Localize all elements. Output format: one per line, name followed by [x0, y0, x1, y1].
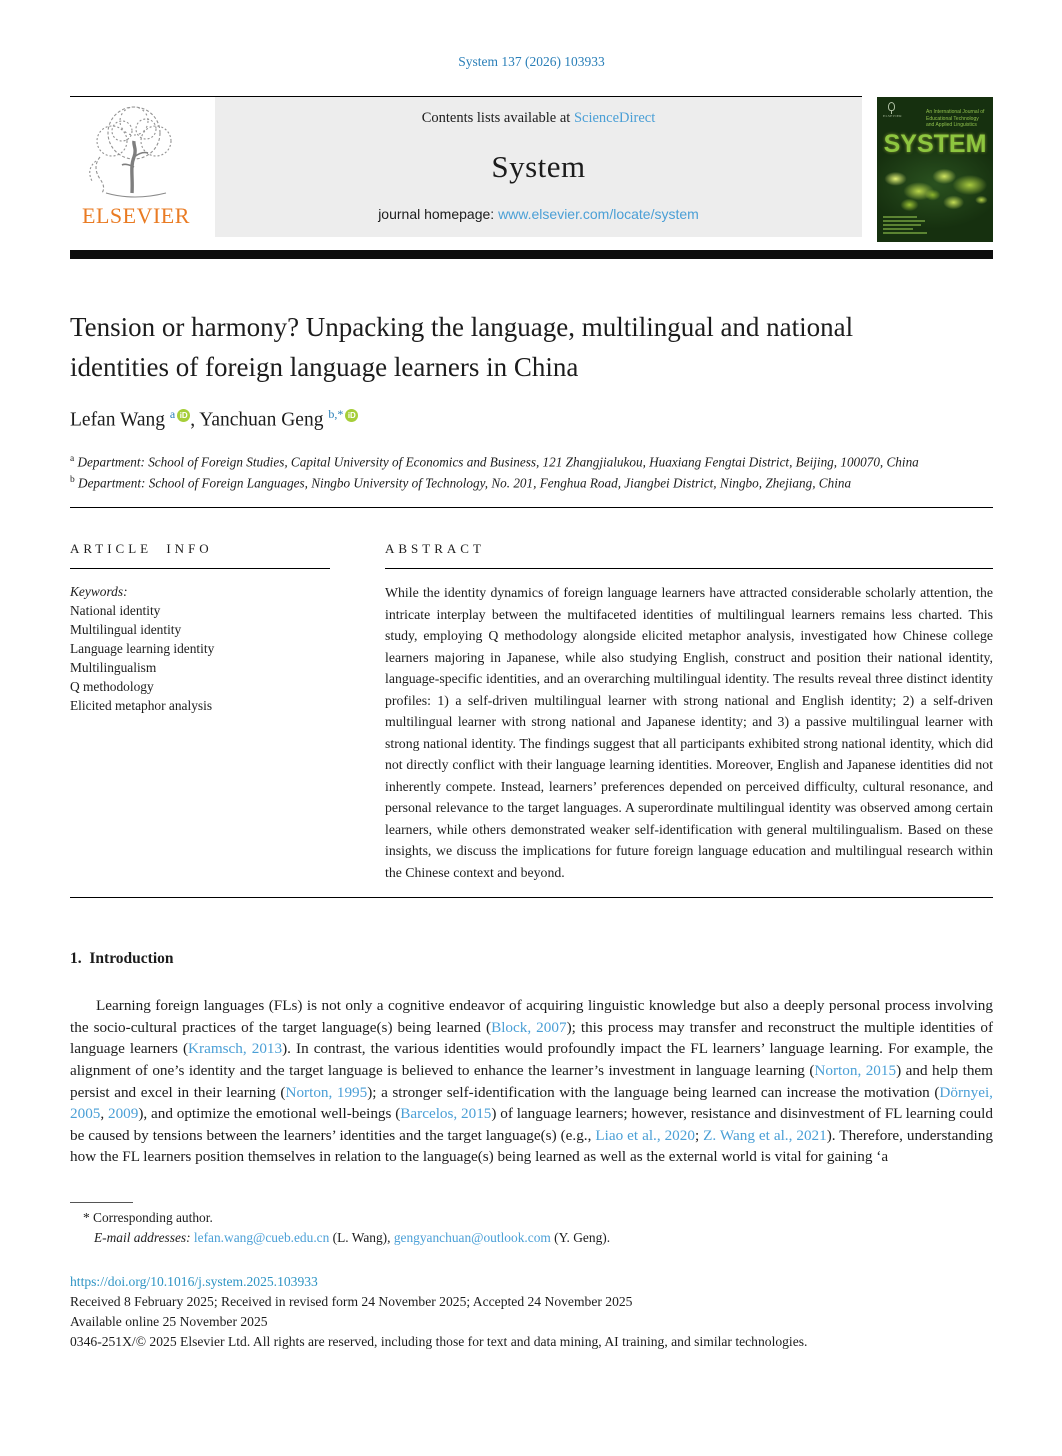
masthead [70, 97, 993, 243]
journal-homepage-link[interactable]: www.elsevier.com/locate/system [498, 206, 699, 222]
keyword-item: National identity [70, 603, 161, 619]
text-segment: ) of language learners; however, resistance and disinvestment of FL learning could be caused by tensions between the learners’ identities and the target language(s) (e.g., [70, 1105, 993, 1144]
keyword-item: Language learning identity [70, 641, 215, 657]
journal-citation: System 137 (2026) 103933 [458, 54, 605, 69]
text-segment: (Y. Geng). [550, 1230, 611, 1246]
keyword-item: Multilingualism [70, 660, 157, 676]
available-online-line: Available online 25 November 2025 [70, 1314, 268, 1330]
journal-name: System [491, 148, 586, 184]
article-info-heading: ARTICLE INFO [70, 541, 213, 557]
citation-link[interactable]: Z. Wang et al., 2021 [703, 1126, 827, 1144]
info-abstract-section [70, 508, 993, 883]
doi-link[interactable]: https://doi.org/10.1016/j.system.2025.103933 [70, 1274, 318, 1290]
cover-world-map [877, 159, 993, 221]
contents-list-line [225, 110, 852, 127]
affiliation-item: $^b$ Department: School of Foreign Languages, Ningbo University of Technology, No. 201, Fenghua Road, Jiangbei District, Ningbo, Zhejiang, China [70, 475, 852, 491]
cover-subtitle: An International Journal of Educational Technology and Applied Linguistics [926, 109, 985, 128]
footer-block [70, 1272, 993, 1352]
citation-link[interactable]: Dörnyei, 2005 [70, 1083, 993, 1123]
text-segment: ). Therefore, understanding how the FL learners position themselves in relation to the language(s) being learned as well as the external world is vital for gaining ‘a [70, 1126, 993, 1166]
keywords-block [70, 582, 330, 715]
author-name: Lefan Wang [70, 409, 165, 431]
article-info-column [70, 541, 330, 883]
footnote-rule [70, 1202, 133, 1203]
abstract-bottom-rule [70, 897, 993, 898]
text-segment: ), and optimize the emotional well-beings ( [138, 1105, 401, 1123]
orcid-icon[interactable]: iD [345, 409, 358, 422]
affiliations [70, 450, 993, 494]
text-segment: ); a stronger self-identification with the language being learned can increase the motivation ( [367, 1083, 940, 1101]
cover-title: SYSTEM [883, 130, 987, 158]
copyright-line: 0346-251X/© 2025 Elsevier Ltd. All rights are reserved, including those for text and data mining, AI training, and similar technologies. [70, 1334, 808, 1350]
citation-link[interactable]: Liao et al., 2020 [595, 1126, 695, 1144]
author-name: Yanchuan Geng [199, 409, 324, 431]
affiliation-item: $^a$ Department: School of Foreign Studies, Capital University of Economics and Business, 121 Zhangjialukou, Huaxiang Fengtai District, Beijing, 100070, China [70, 453, 919, 469]
abstract-text: While the identity dynamics of foreign language learners have attracted considerable scholarly attention, the intricate interplay between the multifaceted identities of multilingual learners remains less charted. This study, employing Q methodology alongside elicited metaphor analysis, investigated how Chinese college learners majoring in Japanese, while also studying English, construct and position their national identity, language-specific identities, and an overarching multilingual identity. The results reveal three distinct identity profiles: 1) a self-driven multilingual learner with strong national and English identity; 2) a self-driven multilingual learner with strong national and Japanese identity; and 3) a passive multilingual learner with strong national identity. The findings suggest that all participants exhibited strong national identity, which did not directly conflict with their language learning identities. Moreover, English and Japanese identities did not inherently compete. Instead, learners’ preferences depended on perceived difficulty, cultural resonance, and personal relevance to the target languages. A superordinate multilingual identity was observed among certain learners, while others demonstrated weaker self-identification with general multilingualism. Based on these insights, we discuss the implications for future foreign language education and multilingual research within the Chinese context and beyond. [385, 585, 993, 880]
citation-link[interactable]: Barcelos, 2015 [400, 1105, 492, 1123]
citation-link[interactable]: 2009 [107, 1105, 139, 1123]
email-link[interactable]: gengyanchuan@outlook.com [393, 1230, 551, 1246]
text-segment: ). In contrast, the various identities would profoundly impact the FL learners’ language learning. For example, the alignment of one’s identity and the target language is believed to enhance the learner’s investment in language learning ( [70, 1040, 994, 1080]
text-segment: journal homepage: [378, 206, 499, 222]
masthead-center-panel [215, 97, 862, 237]
keywords-label: Keywords: [70, 584, 128, 600]
author-separator: , [190, 409, 200, 431]
sciencedirect-link[interactable]: ScienceDirect [573, 110, 656, 126]
email-addresses-line [70, 1228, 993, 1248]
elsevier-tree-icon [76, 101, 196, 205]
text-segment: ) and help them persist and excel in their learning ( [70, 1062, 993, 1101]
elsevier-logo [70, 97, 202, 243]
introduction-paragraph [70, 995, 993, 1168]
article-title: Tension or harmony? Unpacking the language, multilingual and national identities of foreign language learners in China [70, 312, 854, 382]
journal-homepage-line [225, 206, 852, 222]
author-line [70, 407, 993, 432]
journal-cover [877, 97, 993, 242]
received-dates-line: Received 8 February 2025; Received in revised form 24 November 2025; Accepted 24 November 2025 [70, 1294, 633, 1310]
text-segment: , [100, 1105, 108, 1123]
text-segment: Contents lists available at [421, 110, 574, 126]
article-info-rule [70, 568, 330, 569]
text-segment: ); this process may transfer and reconstruct the multiple identities of language learners ( [70, 1018, 993, 1058]
keyword-item: Elicited metaphor analysis [70, 698, 213, 714]
email-link[interactable]: lefan.wang@cueb.edu.cn [193, 1230, 330, 1246]
abstract-heading: ABSTRACT [385, 541, 485, 557]
keyword-item: Multilingual identity [70, 622, 182, 638]
cover-editor-lines [883, 214, 927, 234]
text-segment: Learning foreign languages (FLs) is not only a cognitive endeavor of acquiring linguistic knowledge but also a deeply personal process involving the socio-cultural practices of the target language(s) being learned ( [70, 997, 993, 1036]
abstract-rule [385, 568, 993, 569]
citation-link[interactable]: Norton, 2015 [814, 1062, 897, 1080]
elsevier-wordmark: ELSEVIER [82, 203, 190, 228]
citation-link[interactable]: Block, 2007 [491, 1018, 567, 1036]
text-segment: ; [694, 1126, 704, 1144]
introduction-heading: 1. Introduction [70, 950, 174, 968]
author-affiliation-sup: a [169, 407, 176, 421]
abstract-column [385, 541, 993, 883]
masthead-bottom-bar [70, 250, 993, 259]
keyword-item: Q methodology [70, 679, 154, 695]
corresponding-author-note: * Corresponding author. [83, 1210, 213, 1226]
citation-link[interactable]: Norton, 1995 [285, 1083, 368, 1101]
cover-elsevier-mark-icon: ELSEVIER [883, 102, 899, 118]
email-addresses-label: E-mail addresses: [94, 1230, 194, 1246]
author-affiliation-sup: b,* [328, 407, 344, 421]
orcid-icon[interactable]: iD [177, 409, 190, 422]
text-segment: (L. Wang), [329, 1230, 394, 1246]
citation-link[interactable]: Kramsch, 2013 [188, 1040, 283, 1058]
